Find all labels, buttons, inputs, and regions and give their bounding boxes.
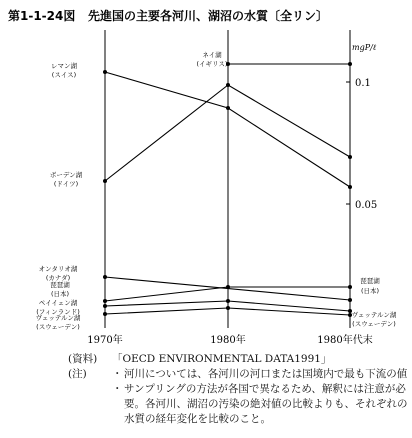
- figure-label: 第1-1-24図: [8, 9, 76, 23]
- label-vattern-left-country: (スウェーデン): [36, 323, 80, 331]
- label-ness-name: ネイ湖: [202, 51, 222, 59]
- source-text: 「OECD ENVIRONMENTAL DATA1991」: [112, 353, 332, 365]
- chart-title: 先進国の主要各河川、湖沼の水質〔全リン〕: [88, 9, 329, 23]
- source-row: [68, 352, 408, 367]
- note-row-2: [68, 382, 408, 427]
- label-leman-country: (スイス): [51, 71, 77, 79]
- bullet-2: ・: [112, 383, 123, 395]
- point-biwa-1980: [226, 285, 230, 289]
- point-bodensee-late80s: [348, 155, 352, 159]
- label-paijanne-country: (フィンランド): [36, 308, 80, 316]
- point-vattern-1980: [226, 306, 230, 310]
- label-ontario-country: (カナダ): [45, 274, 71, 282]
- x-tick-late80s: 1980年代末: [317, 335, 373, 346]
- point-leman-1970: [103, 70, 107, 74]
- y-tick-0-05: 0.05: [355, 200, 378, 211]
- point-ontario-late80s: [348, 298, 352, 302]
- point-vattern-1970: [103, 312, 107, 316]
- label-vattern-right-country: (スウェーデン): [352, 320, 396, 328]
- note-1: 河川については、各河川の河口または国境内で最も下流の値: [124, 368, 408, 380]
- label-biwa-right-country: (日本): [360, 287, 380, 295]
- point-ontario-1970: [103, 275, 107, 279]
- point-ness-late80s: [348, 62, 352, 66]
- label-leman-name: レマン湖: [51, 62, 77, 70]
- x-tick-1980: 1980年: [210, 335, 246, 346]
- point-biwa-1970: [103, 299, 107, 303]
- note-label: (注): [68, 368, 87, 380]
- label-bodensee-country: (ドイツ): [53, 180, 79, 188]
- point-leman-late80s: [348, 185, 352, 189]
- label-vattern-right-name: ヴェッテルン湖: [351, 311, 397, 319]
- x-tick-1970: 1970年: [87, 335, 123, 346]
- label-biwa-right-name: 琵琶湖: [360, 277, 380, 285]
- bullet-1: ・: [112, 368, 123, 380]
- point-leman-1980: [226, 106, 230, 110]
- point-bodensee-1970: [103, 179, 107, 183]
- point-paijanne-1970: [103, 304, 107, 308]
- label-bodensee-name: ボーデン湖: [49, 171, 83, 179]
- label-ness-country: (イギリス): [196, 60, 228, 68]
- point-paijanne-1980: [226, 299, 230, 303]
- note-row-1: [68, 367, 408, 382]
- note-2: サンプリングの方法が各国で異なるため、解釈には注意が必要。各河川、湖沼の汚染の絶対値の比較よりも、それぞれの水質の経年変化を比較のこと。: [124, 383, 408, 425]
- label-ontario-name: オンタリオ湖: [38, 265, 78, 273]
- label-biwa-left-country: (日本): [50, 290, 70, 298]
- label-paijanne-name: ペイイェン湖: [38, 299, 78, 307]
- point-bodensee-1980: [226, 83, 230, 87]
- label-vattern-left-name: ヴェッテルン湖: [35, 314, 81, 322]
- y-tick-0-1: 0.1: [355, 78, 371, 89]
- notes-block: [68, 352, 408, 427]
- unit-label: mgP/ℓ: [352, 43, 377, 52]
- label-biwa-left-name: 琵琶湖: [50, 281, 70, 289]
- point-biwa-late80s: [348, 285, 352, 289]
- source-label: (資料): [68, 353, 98, 365]
